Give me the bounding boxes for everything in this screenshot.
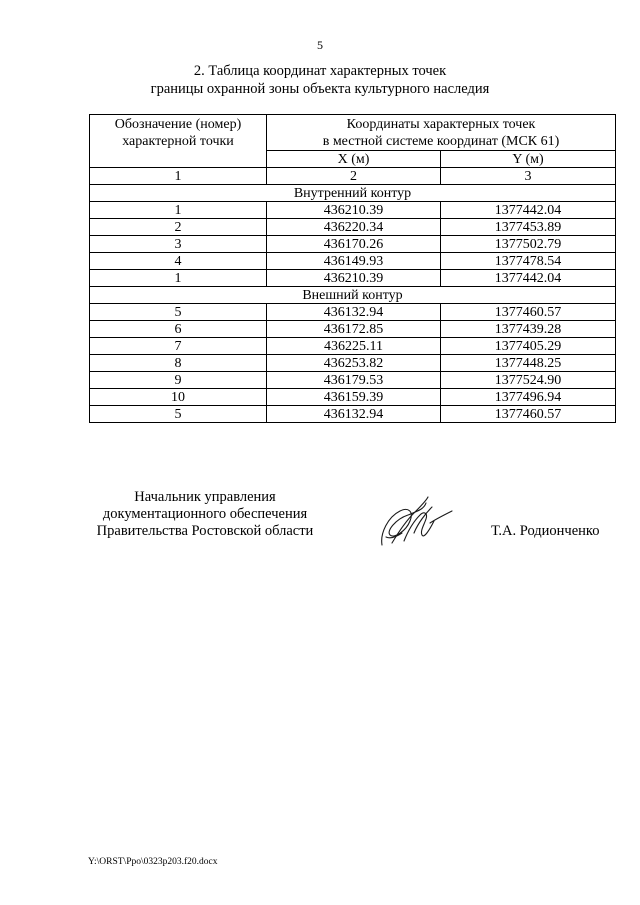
x-coordinate-cell: 436220.34	[267, 219, 441, 236]
coordinates-header-line-1: Координаты характерных точек	[346, 117, 536, 132]
handwritten-signature	[374, 493, 456, 551]
position-line-3: Правительства Ростовской области	[96, 523, 314, 539]
title-line-1: 2. Таблица координат характерных точек	[193, 63, 447, 79]
y-coordinate-cell: 1377405.29	[441, 338, 616, 355]
point-number-cell: 10	[90, 389, 267, 406]
x-coordinate-cell: 436170.26	[267, 236, 441, 253]
x-coordinate-cell: 436225.11	[267, 338, 441, 355]
y-header: Y (м)	[441, 151, 616, 168]
x-header: X (м)	[267, 151, 441, 168]
table-row	[90, 372, 616, 389]
y-coordinate-cell: 1377460.57	[441, 304, 616, 321]
x-coordinate-cell: 436149.93	[267, 253, 441, 270]
x-coordinate-cell: 436253.82	[267, 355, 441, 372]
table-row	[90, 270, 616, 287]
table-row	[90, 321, 616, 338]
column-number-1: 1	[90, 168, 267, 185]
column-number-row	[90, 168, 616, 185]
point-number-cell: 7	[90, 338, 267, 355]
x-coordinate-cell: 436159.39	[267, 389, 441, 406]
y-coordinate-cell: 1377439.28	[441, 321, 616, 338]
contour-title: Внутренний контур	[90, 185, 616, 202]
y-coordinate-cell: 1377478.54	[441, 253, 616, 270]
contour-title-row	[90, 185, 616, 202]
signatory-position	[89, 489, 321, 540]
point-number-cell: 4	[90, 253, 267, 270]
point-number-cell: 8	[90, 355, 267, 372]
x-coordinate-cell: 436132.94	[267, 406, 441, 423]
y-coordinate-cell: 1377442.04	[441, 202, 616, 219]
title-line-2: границы охранной зоны объекта культурного наследия	[150, 81, 490, 97]
point-number-cell: 5	[90, 406, 267, 423]
point-designation-header-line-2: характерной точки	[122, 134, 234, 149]
point-number-cell: 9	[90, 372, 267, 389]
y-coordinate-cell: 1377524.90	[441, 372, 616, 389]
table-row	[90, 389, 616, 406]
table-row	[90, 253, 616, 270]
column-number-2: 2	[267, 168, 441, 185]
header-row	[90, 115, 616, 151]
position-line-1: Начальник управления	[134, 489, 276, 505]
file-path: Y:\ORST\Ppo\0323p203.f20.docx	[88, 857, 218, 867]
x-coordinate-cell: 436210.39	[267, 202, 441, 219]
point-number-cell: 5	[90, 304, 267, 321]
y-coordinate-cell: 1377448.25	[441, 355, 616, 372]
coordinates-table	[89, 114, 616, 423]
x-coordinate-cell: 436132.94	[267, 304, 441, 321]
x-coordinate-cell: 436172.85	[267, 321, 441, 338]
y-coordinate-cell: 1377502.79	[441, 236, 616, 253]
table-row	[90, 338, 616, 355]
column-number-3: 3	[441, 168, 616, 185]
x-coordinate-cell: 436179.53	[267, 372, 441, 389]
y-coordinate-cell: 1377453.89	[441, 219, 616, 236]
coordinates-header	[267, 115, 616, 151]
y-coordinate-cell: 1377460.57	[441, 406, 616, 423]
table-row	[90, 406, 616, 423]
point-number-cell: 2	[90, 219, 267, 236]
table-row	[90, 202, 616, 219]
x-coordinate-cell: 436210.39	[267, 270, 441, 287]
position-line-2: документационного обеспечения	[102, 506, 308, 522]
signatory-name: Т.А. Родионченко	[491, 523, 600, 539]
point-number-cell: 1	[90, 270, 267, 287]
table-row	[90, 304, 616, 321]
y-coordinate-cell: 1377442.04	[441, 270, 616, 287]
contour-title-row	[90, 287, 616, 304]
page-number: 5	[317, 38, 323, 52]
coordinates-table-body	[90, 115, 616, 423]
point-designation-header	[90, 115, 267, 168]
coordinates-header-line-2: в местной системе координат (МСК 61)	[322, 134, 560, 149]
point-number-cell: 3	[90, 236, 267, 253]
contour-title: Внешний контур	[90, 287, 616, 304]
point-number-cell: 1	[90, 202, 267, 219]
table-row	[90, 355, 616, 372]
point-number-cell: 6	[90, 321, 267, 338]
table-row	[90, 219, 616, 236]
point-designation-header-line-1: Обозначение (номер)	[114, 117, 242, 132]
table-row	[90, 236, 616, 253]
y-coordinate-cell: 1377496.94	[441, 389, 616, 406]
document-title	[0, 62, 640, 98]
